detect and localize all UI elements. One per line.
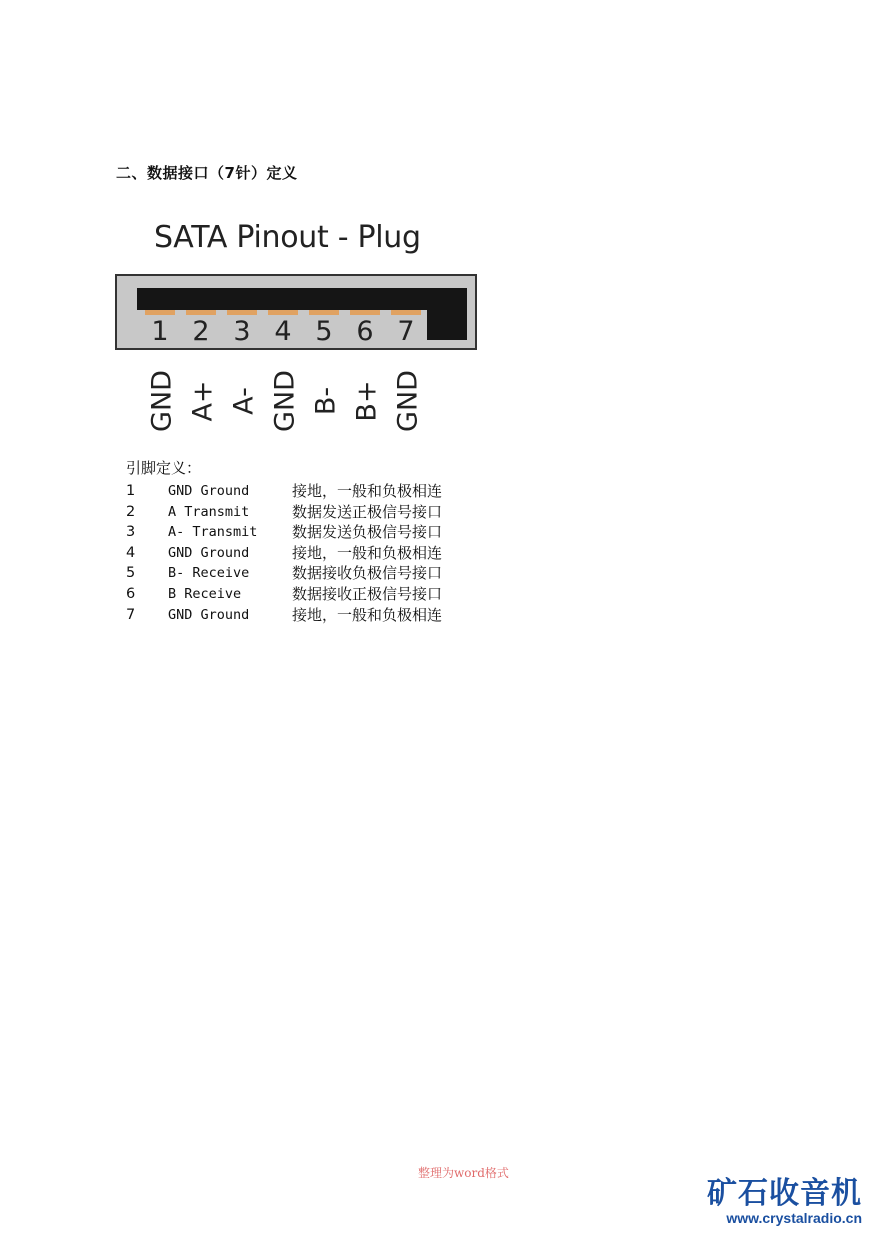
pin-name-cell: B Receive — [168, 585, 242, 602]
pin-num-cell: 4 — [126, 544, 136, 561]
connector-notch — [427, 288, 467, 340]
pin-num-cell: 6 — [126, 585, 136, 602]
pin-signal: B- — [310, 386, 342, 415]
logo-url: www.crystalradio.cn — [726, 1210, 862, 1226]
contact-pad — [227, 310, 257, 315]
table-row — [126, 481, 486, 502]
contact-pad — [391, 310, 421, 315]
table-row — [126, 543, 486, 564]
pin-number: 1 — [151, 316, 169, 347]
pin-desc-cell: 接地，一般和负极相连 — [292, 605, 443, 624]
pin-num-cell: 2 — [126, 503, 136, 520]
table-row — [126, 502, 486, 523]
pin-signal: A+ — [187, 379, 219, 422]
table-caption: 引脚定义： — [126, 459, 202, 477]
footer-note: 整理为word格式 — [418, 1166, 509, 1180]
contact-pad — [268, 310, 298, 315]
connector-slot — [137, 288, 467, 310]
contact-pad — [309, 310, 339, 315]
pin-num-cell: 5 — [126, 565, 136, 582]
pin-signal: A- — [228, 386, 260, 415]
pin-name-cell: GND Ground — [168, 544, 250, 561]
pin-number: 5 — [315, 316, 333, 347]
pin-name-cell: B- Receive — [168, 565, 250, 582]
contact-pad — [145, 310, 175, 315]
pin-desc-cell: 数据接收正极信号接口 — [292, 584, 443, 603]
pin-number: 4 — [274, 316, 292, 347]
contact-pad — [350, 310, 380, 315]
pin-number: 2 — [192, 316, 210, 347]
pin-desc-cell: 接地，一般和负极相连 — [292, 543, 443, 562]
pin-desc-cell: 接地，一般和负极相连 — [292, 482, 443, 500]
pin-signal: GND — [269, 369, 301, 432]
pin-name-cell: GND Ground — [168, 483, 250, 499]
pin-signal: GND — [392, 369, 424, 432]
contact-pad — [186, 310, 216, 315]
pin-signal: B+ — [351, 379, 383, 422]
pin-number: 6 — [356, 316, 374, 347]
pin-num-cell: 3 — [126, 524, 136, 541]
table-row — [126, 522, 486, 543]
pin-desc-cell: 数据发送正极信号接口 — [292, 502, 443, 521]
pin-desc-cell: 数据接收负极信号接口 — [292, 564, 443, 583]
pin-number: 7 — [397, 316, 415, 347]
pin-name-cell: A Transmit — [168, 503, 250, 520]
site-logo — [704, 1168, 864, 1230]
table-row — [126, 605, 486, 626]
section-heading: 二、数据接口（7针）定义 — [116, 164, 298, 182]
pin-num-cell: 1 — [126, 483, 136, 499]
table-row — [126, 584, 486, 605]
pin-signal: GND — [146, 369, 178, 432]
diagram-title: SATA Pinout - Plug — [154, 220, 421, 255]
pin-num-cell: 7 — [126, 606, 136, 623]
logo-text: 矿石收音机 — [707, 1176, 862, 1211]
pin-name-cell: GND Ground — [168, 606, 250, 623]
pin-desc-cell: 数据发送负极信号接口 — [292, 523, 443, 542]
pin-name-cell: A- Transmit — [168, 524, 258, 541]
sata-pinout-diagram — [112, 218, 492, 438]
table-row — [126, 563, 486, 584]
connector-body — [115, 274, 477, 350]
pin-number: 3 — [233, 316, 251, 347]
